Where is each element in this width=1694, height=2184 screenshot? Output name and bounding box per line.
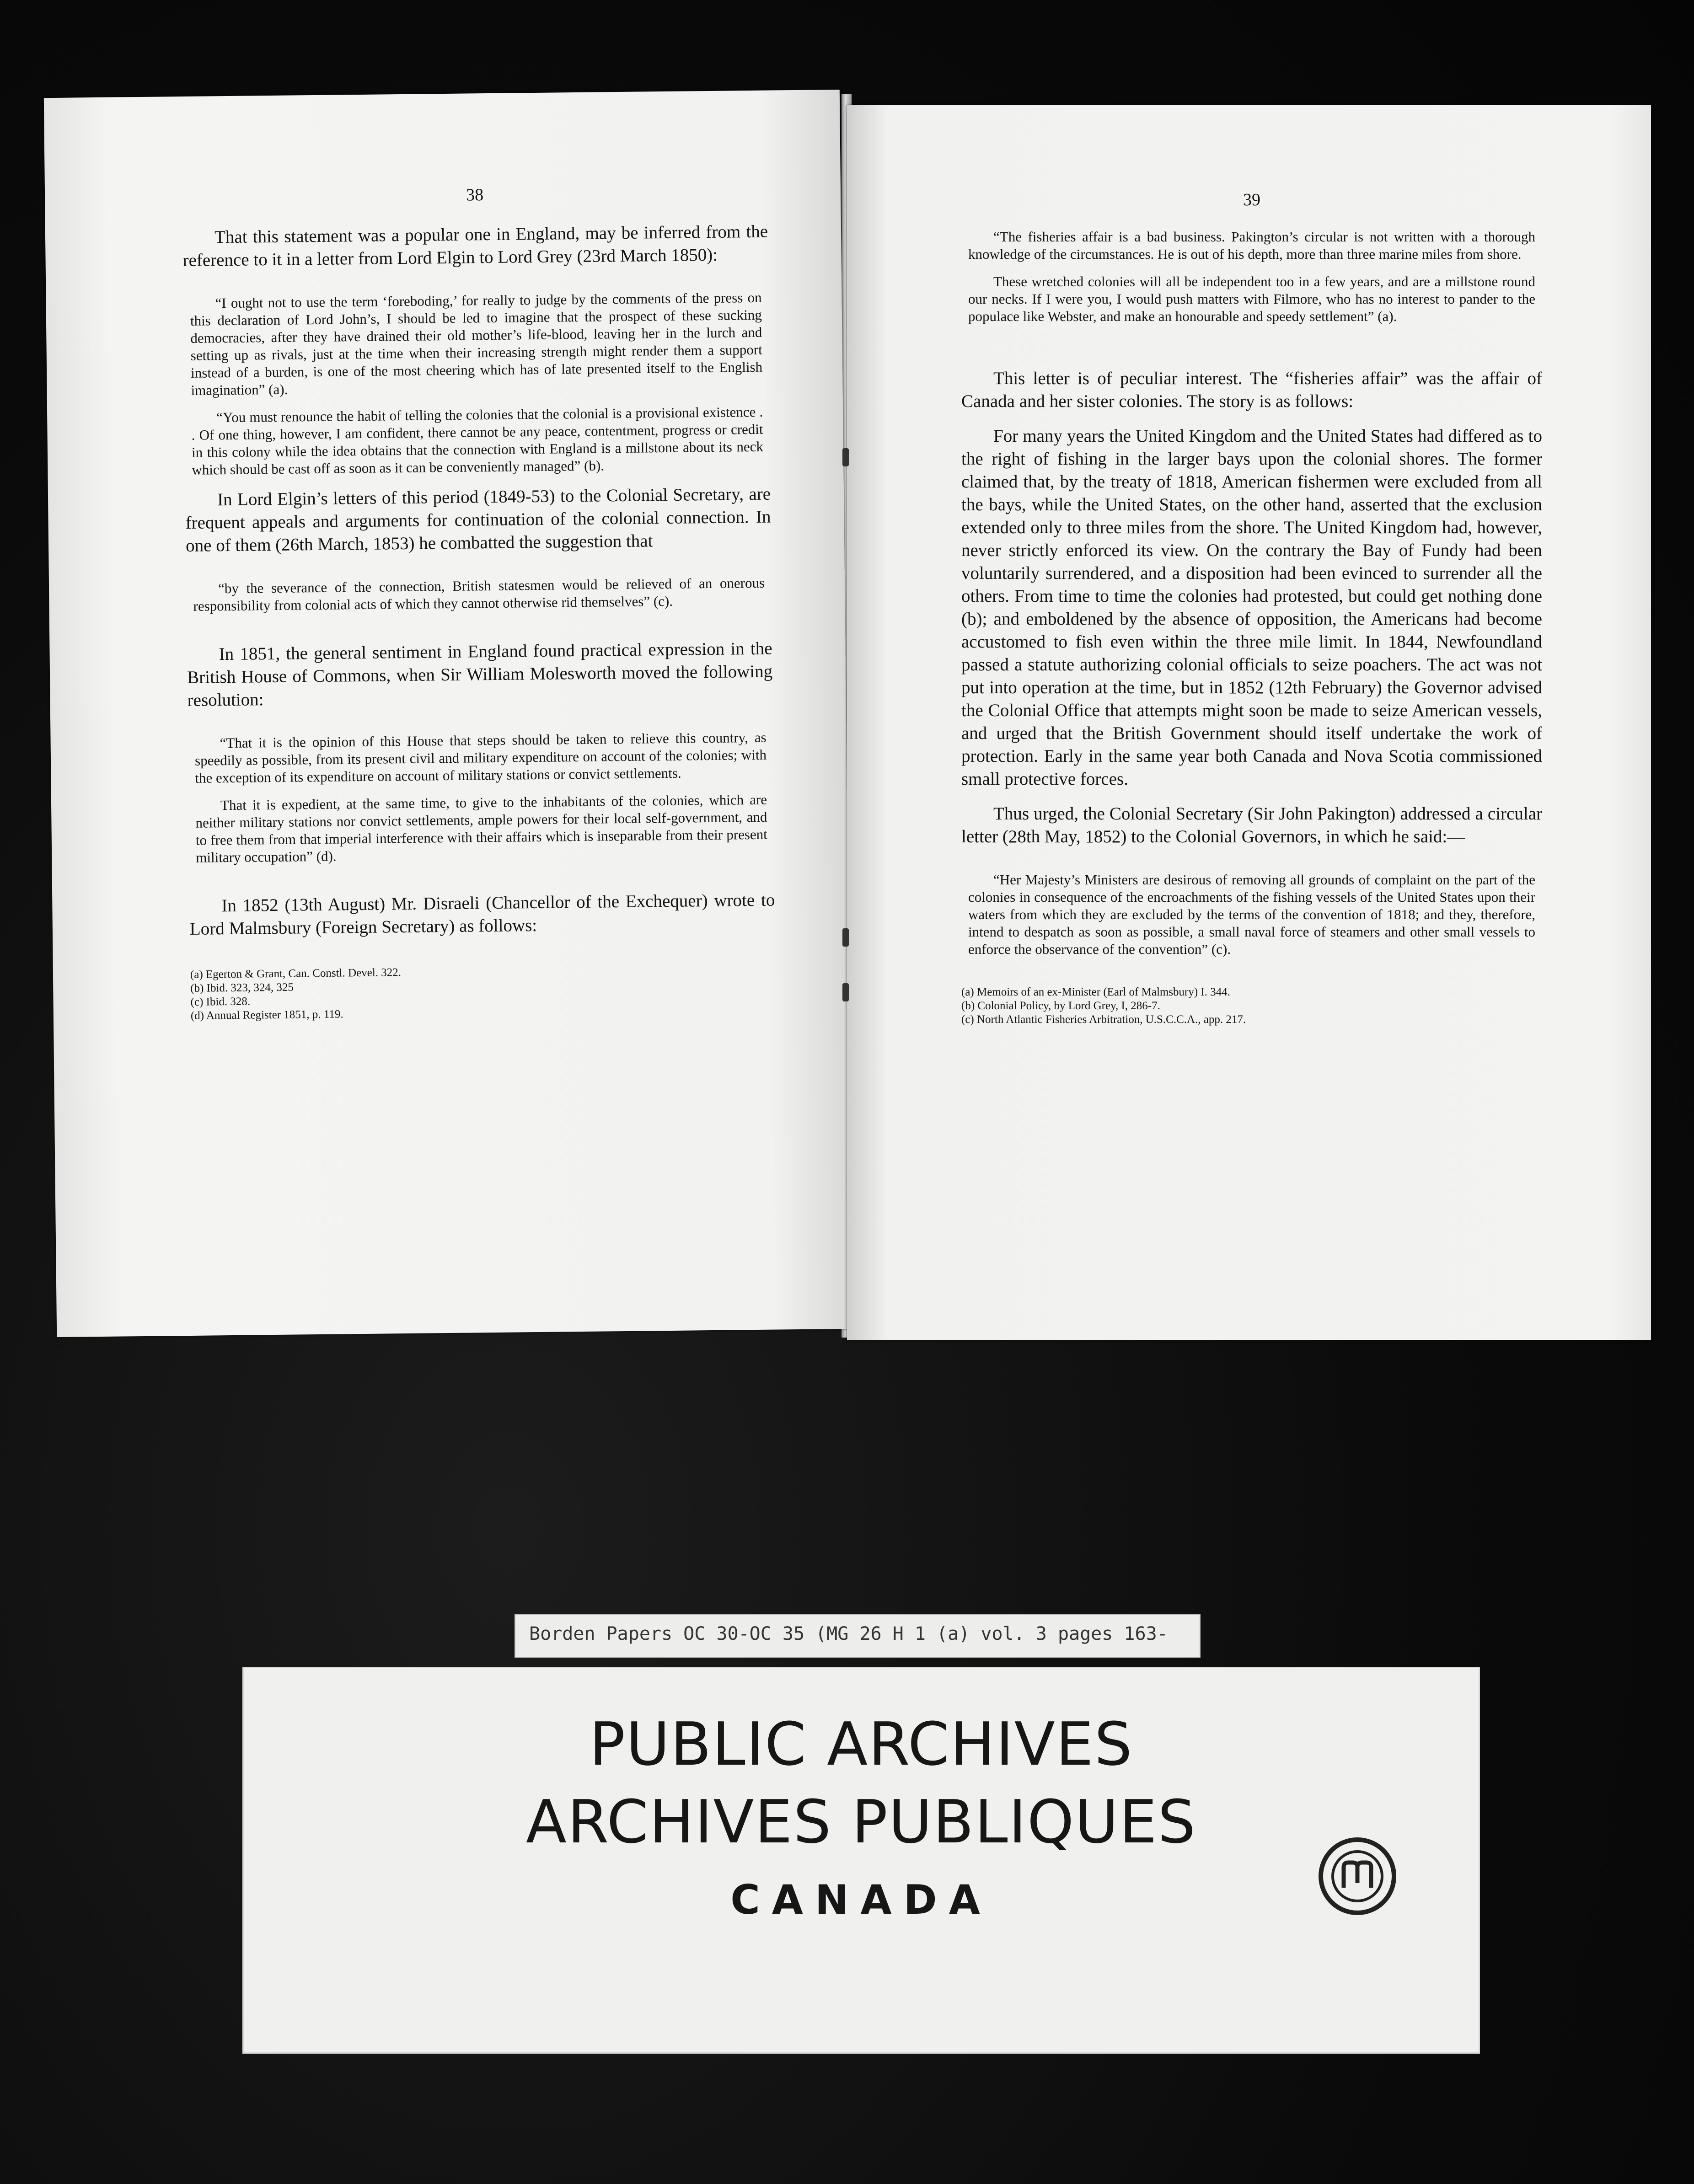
archives-canada-seal-icon <box>1319 1837 1396 1915</box>
card-title-english: PUBLIC ARCHIVES <box>589 1709 1133 1779</box>
binding-hole <box>842 983 849 1001</box>
left-quote-1: “I ought not to use the term ‘foreboding,’ for really to judge by the comments of the press on this declaration of Lord John’s, I should be led to imagine that the prospect of these sucking democracies, after they have drained their old mother’s life-blood, leaving her in the lurch and setting up as rivals, just at the time when their increasing strength might render them a support instead of a burden, is one of the most cheering which has of late presented itself to the English imagination” (a). <box>190 289 763 398</box>
footnote-a: (a) Memoirs of an ex-Minister (Earl of Malmsbury) I. 344. <box>961 986 1231 998</box>
footnote-b: (b) Colonial Policy, by Lord Grey, I, 286-7. <box>961 1000 1160 1012</box>
left-paragraph-1: That this statement was a popular one in England, may be inferred from the reference to it in a letter from Lord Elgin to Lord Grey (23rd March 1850): <box>182 221 768 271</box>
footnote-b: (b) Ibid. 323, 324, 325 <box>190 981 294 995</box>
right-quote-3: “Her Majesty’s Ministers are desirous of removing all grounds of complaint on the part of the colonies in consequence of the encroachments of the fishing vessels of the United States upon their waters from which they are excluded by the terms of the convention of 1818; and they, therefore, intend to despatch as soon as possible, a small naval force of steamers and other small vessels to enforce the observance of the convention” (c). <box>968 872 1535 957</box>
right-paragraph-2: For many years the United Kingdom and the United States had differed as to the right of fishing in the larger bays upon the colonial shores. The former claimed that, by the treaty of 1818, American fishermen were excluded from all the bays, while the United States, on the other hand, asserted that the exclusion extended only to three miles from the shore. The United Kingdom had, however, never strictly enforced its view. On the contrary the Bay of Fundy had been voluntarily surrendered, and a disposition had been evinced to surrender all the others. From time to time the colonies had protested, but could get nothing done (b); and emboldened by the absence of opposition, the Americans had become accustomed to fish even within the three mile limit. In 1844, Newfoundland passed a statute authorizing colonial officials to seize poachers. The act was not put into operation at the time, but in 1852 (12th February) the Governor advised the Colonial Office that attempts might soon be made to seize American vessels, and urged that the British Government should itself undertake the work of protection. Early in the same year both Canada and Nova Scotia commissioned small protective forces. <box>961 426 1542 789</box>
left-paragraph-4: In 1852 (13th August) Mr. Disraeli (Chancellor of the Exchequer) wrote to Lord Malmsbury (Foreign Secretary) as follows: <box>189 890 775 939</box>
footnote-c: (c) North Atlantic Fisheries Arbitration, U.S.C.C.A., app. 217. <box>961 1013 1246 1026</box>
right-paragraph-3: Thus urged, the Colonial Secretary (Sir John Pakington) addressed a circular letter (28th May, 1852) to the Colonial Governors, in which he said:— <box>961 804 1542 846</box>
card-country: CANADA <box>730 1876 992 1923</box>
right-paragraph-1: This letter is of peculiar interest. The “fisheries affair” was the affair of Canada and her sister colonies. The story is as follows: <box>961 369 1542 411</box>
left-page <box>44 90 852 1337</box>
left-page-content <box>182 182 776 1023</box>
binding-hole <box>842 448 849 466</box>
left-footnotes <box>190 962 776 1023</box>
left-quote-5: That it is expedient, at the same time, to give to the inhabitants of the colonies, which are neither military stations nor convict settlements, ample powers for their local self-government, and to free them from that imperial interference with their affairs which is inseparable from their present military occupation” (d). <box>195 791 767 866</box>
archive-reference-tag: Borden Papers OC 30-OC 35 (MG 26 H 1 (a) vol. 3 pages 163- <box>515 1614 1201 1658</box>
right-quote-2: These wretched colonies will all be independent too in a few years, and are a millstone round our necks. If I were you, I would push matters with Filmore, who has no interest to pander to the populace like Webster, and make an honourable and speedy settlement” (a). <box>968 273 1535 324</box>
binding-hole <box>842 928 849 947</box>
left-page-number: 38 <box>466 185 484 205</box>
right-page-number: 39 <box>1243 190 1260 209</box>
right-footnotes <box>961 985 1542 1027</box>
right-page <box>847 105 1651 1340</box>
footnote-d: (d) Annual Register 1851, p. 119. <box>190 1008 343 1022</box>
left-quote-2: “You must renounce the habit of telling the colonies that the colonial is a provisional existence . . Of one thing, however, I am confident, there cannot be any peace, contentment, progress or credit in this colony while the idea obtains that the connection with England is a millstone about its neck which should be cast off as soon as it can be conveniently managed” (b). <box>191 403 764 478</box>
footnote-a: (a) Egerton & Grant, Can. Constl. Devel. 322. <box>190 966 402 981</box>
right-page-content <box>961 190 1542 1027</box>
left-quote-3: “by the severance of the connection, British statesmen would be relieved of an onerous responsibility from colonial acts of which they cannot otherwise rid themselves” (c). <box>193 574 765 614</box>
left-paragraph-3: In 1851, the general sentiment in England found practical expression in the British House of Commons, when Sir William Molesworth moved the following resolution: <box>187 638 773 710</box>
card-title-french: ARCHIVES PUBLIQUES <box>525 1787 1197 1857</box>
archive-card <box>242 1667 1480 2054</box>
left-paragraph-2: In Lord Elgin’s letters of this period (1849-53) to the Colonial Secretary, are frequent appeals and arguments for continuation of the colonial connection. In one of them (26th March, 1853) he combatted the suggestion that <box>185 484 771 556</box>
footnote-c: (c) Ibid. 328. <box>190 995 251 1008</box>
left-quote-4: “That it is the opinion of this House that steps should be taken to relieve this country, as speedily as possible, from its present civil and military expenditure on account of the colonies; with the exception of its expenditure on account of military stations or convict settlements. <box>194 729 767 786</box>
right-quote-1: “The fisheries affair is a bad business. Pakington’s circular is not written with a thorough knowledge of the circumstances. He is out of his depth, more than three marine miles from shore. <box>968 229 1535 262</box>
